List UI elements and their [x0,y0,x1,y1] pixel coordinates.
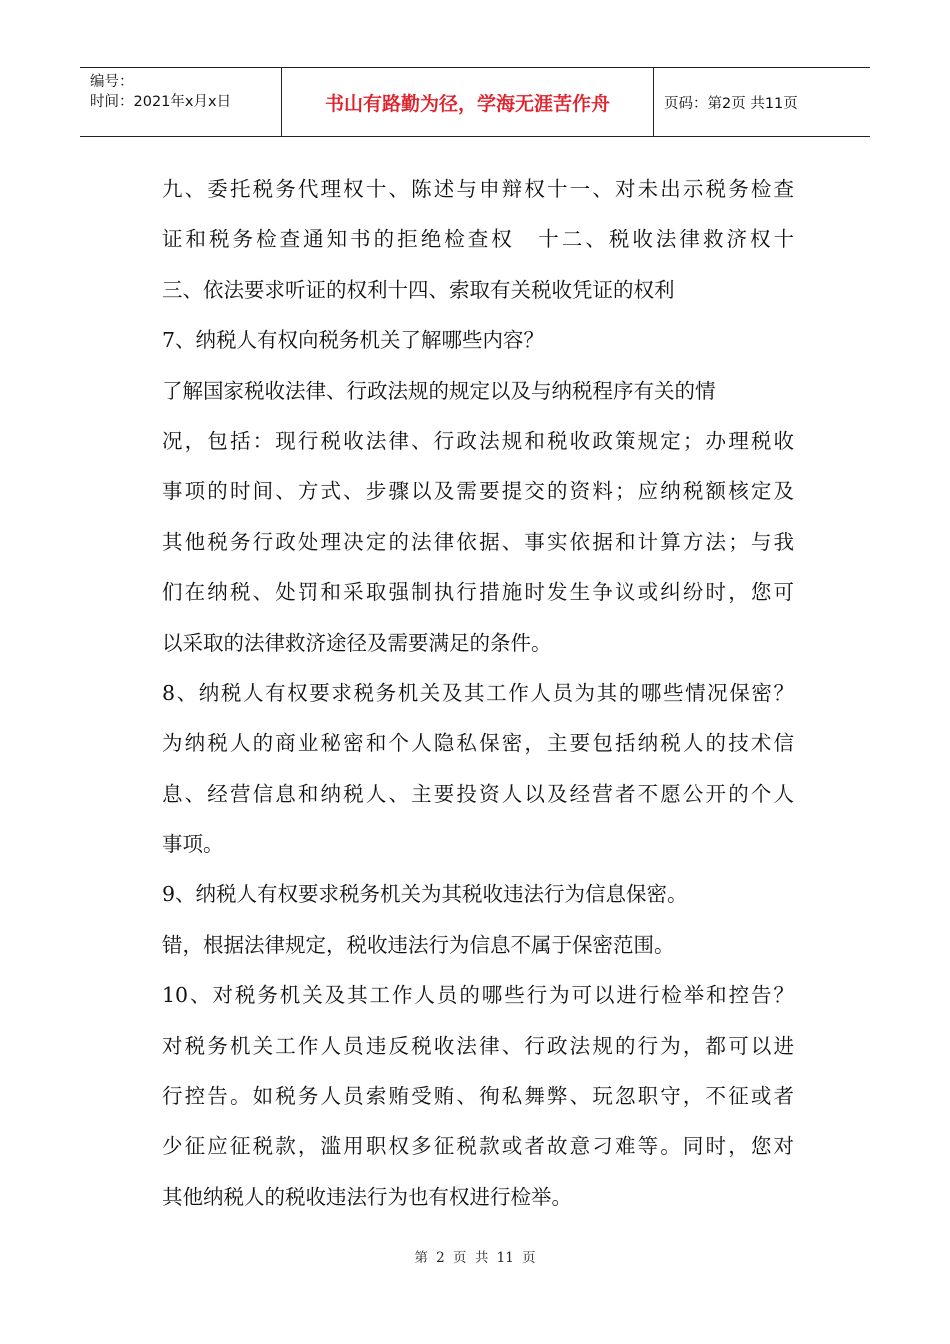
body-text-line: 其他税务行政处理决定的法律依据、事实依据和计算方法；与我 [162,529,794,554]
body-text-line: 错，根据法律规定，税收违法行为信息不属于保密范围。 [162,932,675,957]
document-body [162,164,794,1222]
body-text-line: 以采取的法律救济途径及需要满足的条件。 [162,630,552,655]
body-text-line: 三、依法要求听证的权利十四、索取有关税收凭证的权利 [162,277,675,302]
body-text-line: 对税务机关工作人员违反税收法律、行政法规的行为，都可以进 [162,1033,794,1058]
body-text-line: 了解国家税收法律、行政法规的规定以及与纳税程序有关的情 [162,378,716,403]
body-text-line: 证和税务检查通知书的拒绝检查权 十二、税收法律救济权十 [162,227,794,252]
body-text-line: 们在纳税、处罚和采取强制执行措施时发生争议或纠纷时，您可 [162,580,794,605]
body-text-line: 7、纳税人有权向税务机关了解哪些内容？ [162,328,545,353]
body-text-line: 10、对税务机关及其工作人员的哪些行为可以进行检举和控告？ [162,983,794,1008]
page-footer: 第 2 页 共 11 页 [414,1250,536,1266]
body-text-line: 为纳税人的商业秘密和个人隐私保密，主要包括纳税人的技术信 [162,731,794,756]
body-text-line: 息、经营信息和纳税人、主要投资人以及经营者不愿公开的个人 [162,781,794,806]
body-text-line: 其他纳税人的税收违法行为也有权进行检举。 [162,1184,572,1209]
header-meta [80,68,282,136]
document-date: 时间：2021年x月x日 [90,94,232,110]
body-text-line: 事项。 [162,832,224,857]
body-text-line: 况，包括：现行税收法律、行政法规和税收政策规定；办理税收 [162,428,794,453]
body-text-line: 少征应征税款，滥用职权多征税款或者故意刁难等。同时，您对 [162,1134,794,1159]
header-motto: 书山有路勤为径，学海无涯苦作舟 [282,68,654,136]
body-text-line: 8、纳税人有权要求税务机关及其工作人员为其的哪些情况保密？ [162,680,794,705]
body-text-line: 九、委托税务代理权十、陈述与申辩权十一、对未出示税务检查 [162,177,794,201]
body-text-line: 行控告。如税务人员索贿受贿、徇私舞弊、玩忽职守，不征或者 [162,1084,794,1109]
body-text-line: 事项的时间、方式、步骤以及需要提交的资料；应纳税额核定及 [162,479,794,504]
document-number-label: 编号： [90,74,134,90]
body-text-line: 9、纳税人有权要求税务机关为其税收违法行为信息保密。 [162,882,688,907]
header-page-info: 页码：第2页 共11页 [664,95,798,112]
page-header [80,67,870,137]
